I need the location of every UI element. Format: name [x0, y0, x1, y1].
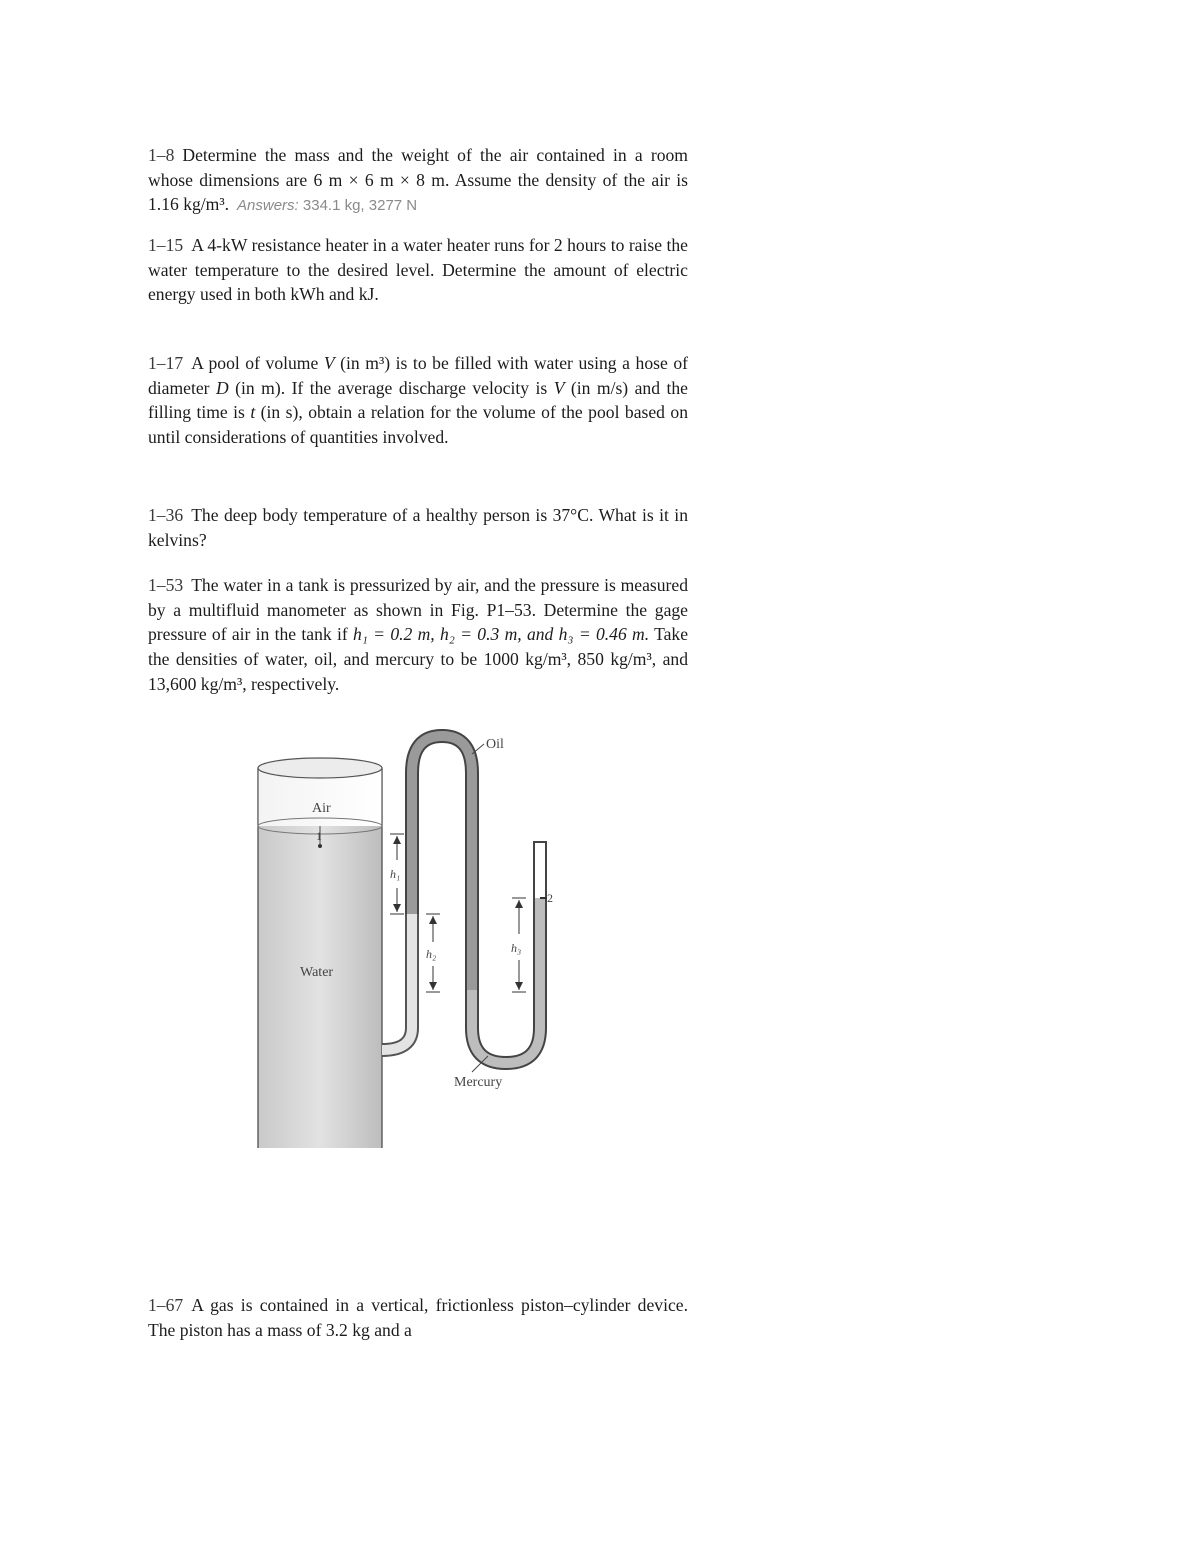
problem-text: A gas is contained in a vertical, frictionless piston–cylinder device. The piston has a mass of 3.2 kg and a	[148, 1295, 688, 1340]
problem-text-part: (in m³) is to be filled with water using a hose of diameter	[148, 353, 688, 398]
problem-number: 1–36	[148, 505, 184, 525]
problem-1-15	[148, 233, 688, 307]
h1-label: h₁	[390, 867, 401, 881]
oil-tube	[412, 736, 472, 990]
problem-text-part: (in m/s) and the filling time is	[148, 377, 688, 423]
problem-number: 1–67	[148, 1295, 184, 1315]
manometer-diagram	[240, 728, 710, 1148]
problem-text-part: (in s), obtain a relation for the volume of the pool based on until considerations of quantities involved.	[148, 402, 688, 448]
velocity-symbol: V	[553, 377, 565, 398]
water-label: Water	[300, 965, 334, 980]
h2-equation: h₂ = 0.3 m, and	[439, 624, 559, 645]
problem-1-53	[148, 573, 688, 697]
problem-1-67	[148, 1293, 688, 1342]
tank	[258, 758, 382, 1148]
h2-label: h₂	[426, 947, 437, 961]
h2-dimension	[426, 914, 440, 992]
h3-dimension	[511, 898, 526, 992]
problem-text-part: (in m). If the average discharge velocity is	[228, 377, 554, 398]
problem-text-part: Take the densities of water, oil, and mercury to be 1000 kg/m³, 850 kg/m³, and 13,600 kg/m³, respectively.	[148, 624, 689, 694]
point-2-label: 2	[547, 891, 553, 905]
connecting-tube	[382, 914, 412, 1050]
problem-text: The deep body temperature of a healthy person is 37°C. What is it in kelvins?	[148, 505, 688, 550]
oil-label: Oil	[486, 737, 504, 752]
problem-number: 1–53	[148, 575, 184, 595]
answers-value: 334.1 kg, 3277 N	[302, 197, 418, 215]
problem-number: 1–8	[148, 145, 175, 165]
diameter-symbol: D	[216, 377, 229, 398]
volume-symbol: V	[323, 353, 335, 373]
point-1-label: 1	[316, 829, 322, 843]
h3-label: h₃	[511, 941, 522, 955]
point-1-dot	[318, 844, 322, 848]
h1-dimension	[390, 834, 404, 914]
mercury-tube	[472, 841, 547, 1063]
problem-number: 1–17	[148, 353, 184, 373]
problem-number: 1–15	[148, 235, 184, 255]
manometer-figure	[240, 728, 710, 1153]
problem-1-36	[148, 503, 688, 552]
problem-1-17	[148, 351, 688, 450]
h1-equation: h₁ = 0.2 m,	[352, 624, 440, 645]
problem-text: A 4-kW resistance heater in a water heater runs for 2 hours to raise the water temperature to the desired level. Determine the amount of electric energy used in both kWh and kJ.	[148, 235, 688, 305]
h3-equation: h₃ = 0.46 m.	[558, 624, 650, 645]
problem-1-8	[148, 143, 688, 219]
mercury-label: Mercury	[454, 1075, 503, 1090]
time-symbol: t	[250, 402, 256, 423]
answers	[237, 197, 417, 214]
air-label: Air	[312, 801, 331, 816]
problem-text: Determine the mass and the weight of the air contained in a room whose dimensions are 6 m × 6 m × 8 m. Assume the density of the air is 1.16 kg/m³.	[148, 145, 688, 215]
answers-label: Answers:	[237, 197, 299, 215]
problem-text-part: The water in a tank is pressurized by air, and the pressure is measured by a multifluid manometer as shown in Fig. P1–53. Determine the gage pressure of air in the tank if	[148, 575, 688, 645]
problem-text-part: A pool of volume	[191, 353, 324, 373]
